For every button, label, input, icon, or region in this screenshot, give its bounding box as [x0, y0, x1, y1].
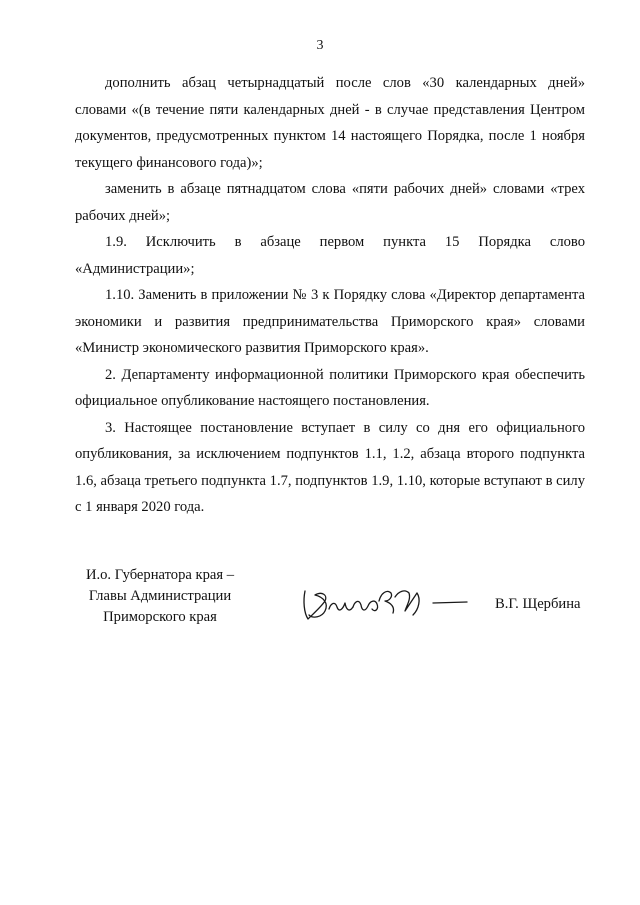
paragraph-item-1-9: 1.9. Исключить в абзаце первом пункта 15 Порядка слово «Администрации»;: [75, 234, 585, 277]
paragraph-item-3: 3. Настоящее постановление вступает в силу со дня его официального опубликования, за исключением подпунктов 1.1, 1.2, абзаца второго подпункта 1.6, абзаца третьего подпункта 1.7, подпунктов 1.9, 1.10, которые вступают в силу с 1 января 2020 года.: [75, 419, 585, 515]
paragraph-item-2: 2. Департаменту информационной политики Приморского края обеспечить официальное опубликование настоящего постановления.: [75, 366, 585, 409]
signatory-position-line: И.о. Губернатора края –: [85, 567, 235, 583]
signatory-name: В.Г. Щербина: [495, 596, 581, 612]
paragraph-abzac-15: заменить в абзаце пятнадцатом слова «пяти рабочих дней» словами «трех рабочих дней»;: [75, 181, 585, 224]
signatory-position-line: Главы Администрации: [88, 588, 232, 604]
signatory-position: [75, 565, 245, 628]
signatory-position-line: Приморского края: [103, 609, 217, 625]
paragraph-item-1-10: 1.10. Заменить в приложении № 3 к Порядку слова «Директор департамента экономики и развития предпринимательства Приморского края» словами «Министр экономического развития Приморского края».: [75, 287, 585, 356]
document-body: [75, 70, 585, 521]
paragraph-abzac-14: дополнить абзац четырнадцатый после слов «30 календарных дней» словами «(в течение пяти календарных дней - в случае представления Центром документов, предусмотренных пунктом 14 настоящего Порядка, после 1 ноября текущего финансового года)»;: [75, 75, 585, 171]
page-number: 3: [316, 38, 324, 53]
handwritten-signature-icon: [295, 579, 475, 625]
signature-block: [75, 565, 585, 645]
